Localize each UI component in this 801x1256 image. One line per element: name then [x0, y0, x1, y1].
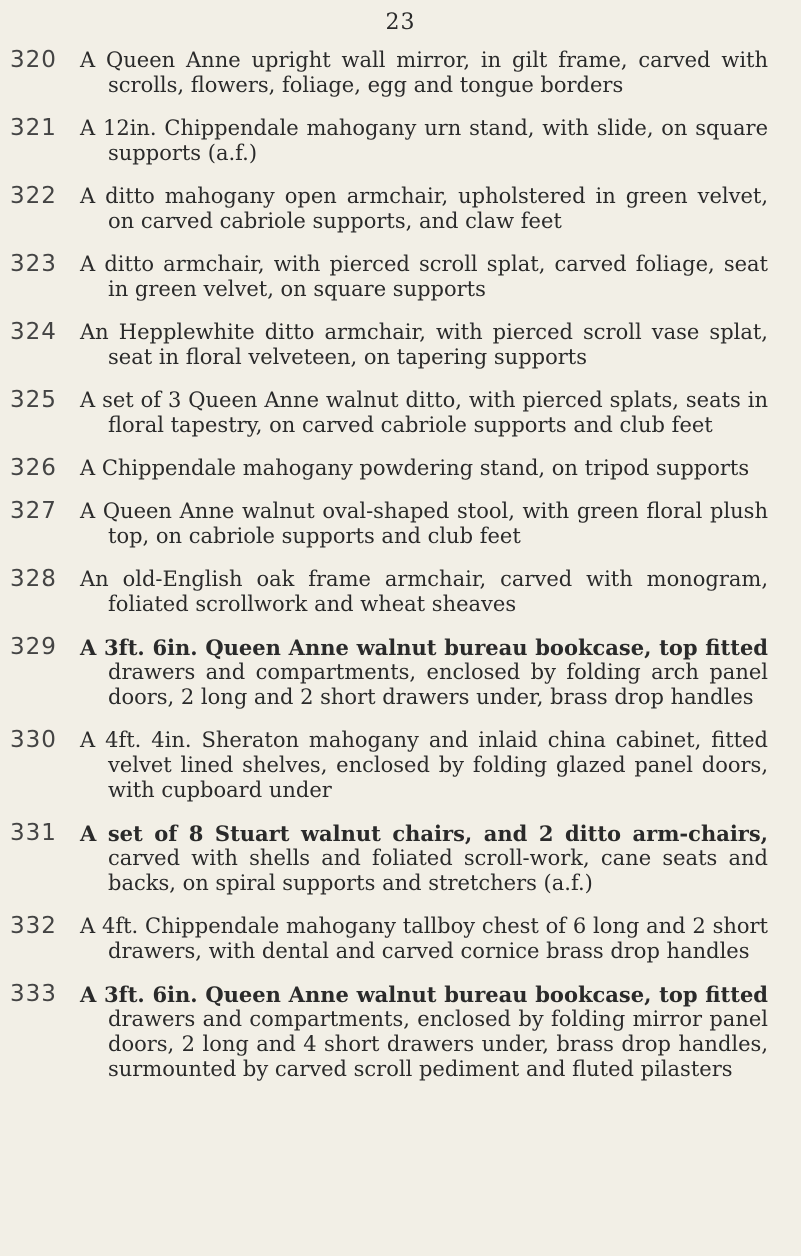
- lot-entry: [0, 116, 801, 166]
- lot-entry: [0, 567, 801, 617]
- page-number: 23: [385, 10, 416, 35]
- lot-description: An Hepplewhite ditto armchair, with pierced scroll vase splat, seat in floral velveteen, on tapering supports: [80, 320, 768, 369]
- lot-number: 332: [10, 913, 57, 939]
- lot-entry: [0, 728, 801, 803]
- lot-entry: [0, 388, 801, 438]
- lot-number: 321: [10, 115, 57, 141]
- lot-entry: [0, 635, 801, 710]
- lot-number: 330: [10, 727, 57, 753]
- lot-number: 325: [10, 387, 57, 413]
- lot-description: A 4ft. 4in. Sheraton mahogany and inlaid china cabinet, fitted velvet lined shelves, enclosed by folding glazed panel doors, with cupboard under: [80, 728, 768, 802]
- lot-description: A 3ft. 6in. Queen Anne walnut bureau bookcase, top fitted drawers and compartments, enclosed by folding mirror panel doors, 2 long and 4 short drawers under, brass drop handles, surmounted by carved scroll pediment and fluted pilasters: [80, 982, 768, 1081]
- lot-description: A 3ft. 6in. Queen Anne walnut bureau bookcase, top fitted drawers and compartments, enclosed by folding arch panel doors, 2 long and 2 short drawers under, brass drop handles: [80, 635, 768, 709]
- lot-entry: [0, 499, 801, 549]
- lot-number: 331: [10, 820, 57, 846]
- lot-entry: [0, 184, 801, 234]
- lot-number: 327: [10, 498, 57, 524]
- lot-description: A set of 8 Stuart walnut chairs, and 2 ditto arm-chairs, carved with shells and foliated scroll-work, cane seats and backs, on spiral supports and stretchers (a.f.): [80, 821, 768, 895]
- lot-description: A 4ft. Chippendale mahogany tallboy chest of 6 long and 2 short drawers, with dental and carved cornice brass drop handles: [80, 914, 768, 963]
- lot-description: A Queen Anne walnut oval-shaped stool, with green floral plush top, on cabriole supports and club feet: [80, 499, 768, 548]
- lot-entry: [0, 48, 801, 98]
- lot-list: [0, 48, 801, 1100]
- lot-entry: [0, 320, 801, 370]
- lot-number: 323: [10, 251, 57, 277]
- lot-number: 333: [10, 981, 57, 1007]
- lot-entry: [0, 914, 801, 964]
- lot-entry: [0, 982, 801, 1082]
- lot-description: A set of 3 Queen Anne walnut ditto, with pierced splats, seats in floral tapestry, on carved cabriole supports and club feet: [80, 388, 768, 437]
- lot-description: A ditto mahogany open armchair, upholstered in green velvet, on carved cabriole supports, and claw feet: [80, 184, 768, 233]
- lot-description: An old-English oak frame armchair, carved with monogram, foliated scrollwork and wheat sheaves: [80, 567, 768, 616]
- lot-entry: [0, 252, 801, 302]
- lot-number: 322: [10, 183, 57, 209]
- lot-number: 320: [10, 47, 57, 73]
- lot-description: A ditto armchair, with pierced scroll splat, carved foliage, seat in green velvet, on square supports: [80, 252, 768, 301]
- lot-number: 328: [10, 566, 57, 592]
- lot-entry: [0, 821, 801, 896]
- lot-description: A Chippendale mahogany powdering stand, on tripod supports: [80, 456, 750, 480]
- lot-number: 329: [10, 634, 57, 660]
- lot-description: A Queen Anne upright wall mirror, in gilt frame, carved with scrolls, flowers, foliage, egg and tongue borders: [80, 48, 768, 97]
- lot-description: A 12in. Chippendale mahogany urn stand, with slide, on square supports (a.f.): [80, 116, 768, 165]
- lot-number: 326: [10, 455, 57, 481]
- lot-number: 324: [10, 319, 57, 345]
- lot-entry: [0, 456, 801, 481]
